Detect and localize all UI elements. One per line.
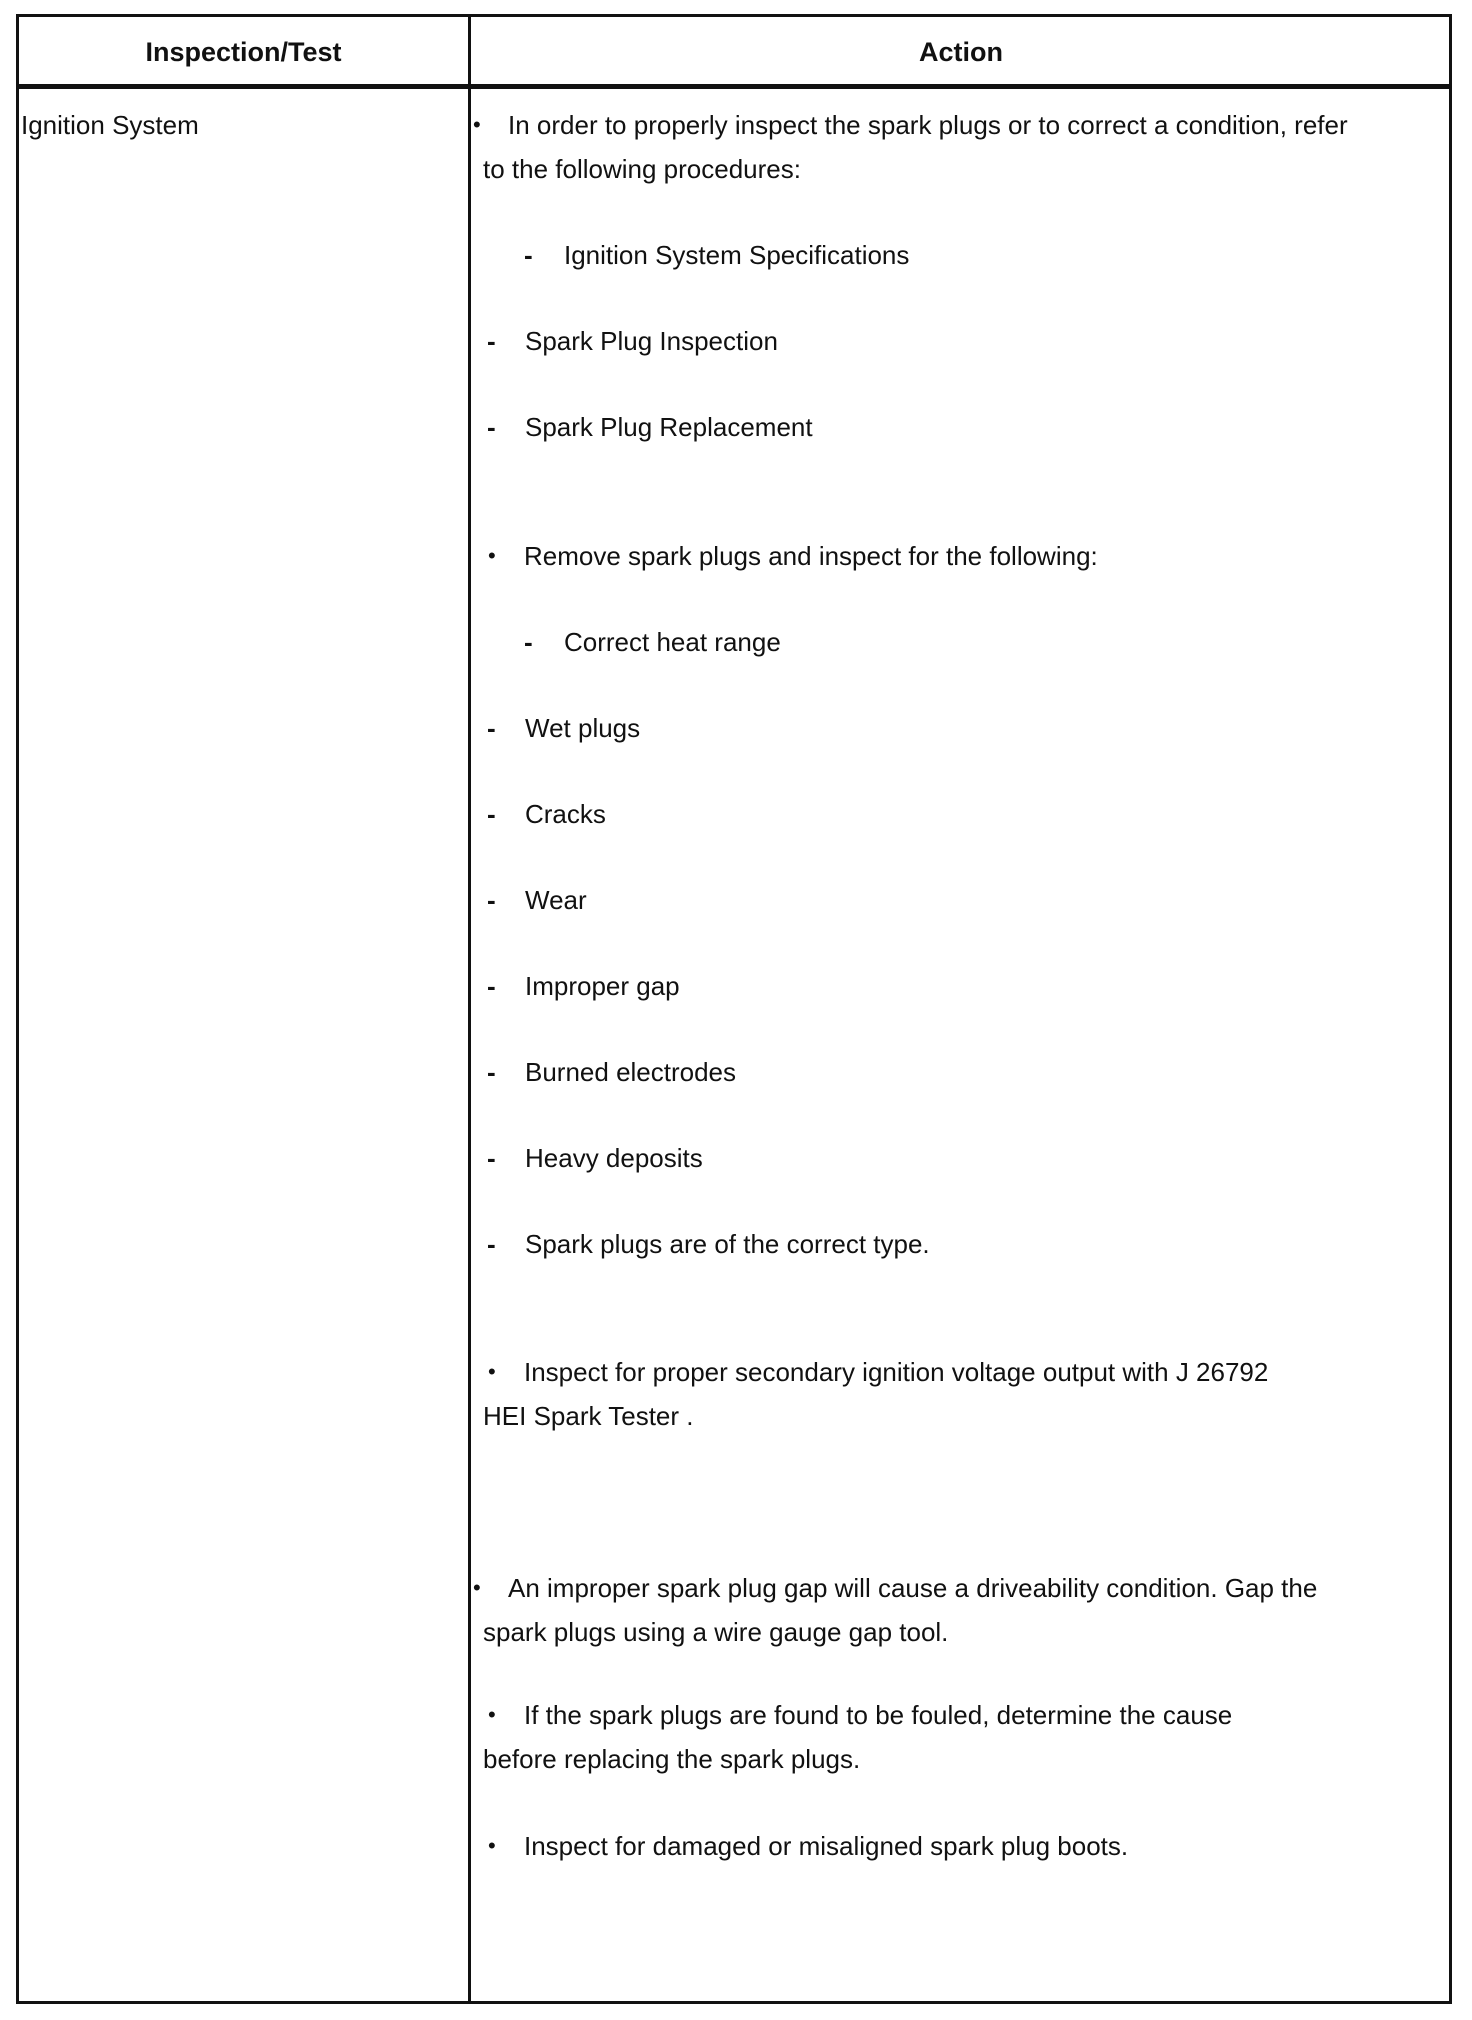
header-rule: [19, 84, 1449, 89]
action-text: In order to properly inspect the spark plugs or to correct a condition, refer: [508, 110, 1348, 140]
procedure-item: Spark Plug Replacement: [525, 412, 813, 442]
header-inspection-test: Inspection/Test: [145, 37, 342, 67]
dash-icon: -: [487, 1143, 496, 1173]
inspect-item: Improper gap: [525, 971, 680, 1001]
bullet-icon: •: [488, 1359, 496, 1384]
action-text: to the following procedures:: [483, 154, 801, 184]
column-divider: [468, 17, 471, 2001]
inspect-item: Wear: [525, 885, 587, 915]
bullet-icon: •: [473, 1575, 481, 1600]
bullet-icon: •: [488, 1702, 496, 1727]
action-text: Remove spark plugs and inspect for the following:: [524, 541, 1098, 571]
inspect-item: Cracks: [525, 799, 606, 829]
dash-icon: -: [487, 1057, 496, 1087]
inspect-item: Wet plugs: [525, 713, 641, 743]
bullet-icon: •: [488, 543, 496, 568]
bullet-icon: •: [488, 1833, 496, 1858]
dash-icon: -: [487, 885, 496, 915]
dash-icon: -: [487, 326, 496, 356]
dash-icon: -: [524, 240, 533, 270]
action-text: An improper spark plug gap will cause a driveability condition. Gap the: [508, 1573, 1318, 1603]
inspect-item: Correct heat range: [564, 627, 781, 657]
header-action: Action: [919, 37, 1003, 67]
action-text: If the spark plugs are found to be fouled, determine the cause: [524, 1700, 1233, 1730]
row-label-ignition-system: Ignition System: [21, 110, 199, 140]
dash-icon: -: [487, 971, 496, 1001]
action-text: HEI Spark Tester .: [483, 1401, 694, 1431]
dash-icon: -: [487, 713, 496, 743]
procedure-item: Ignition System Specifications: [564, 240, 910, 270]
inspection-table: [16, 14, 1452, 2004]
dash-icon: -: [487, 1229, 496, 1259]
action-text: Inspect for damaged or misaligned spark plug boots.: [524, 1831, 1129, 1861]
dash-icon: -: [524, 627, 533, 657]
dash-icon: -: [487, 799, 496, 829]
inspect-item: Spark plugs are of the correct type.: [525, 1229, 930, 1259]
action-text: Inspect for proper secondary ignition voltage output with J 26792: [524, 1357, 1269, 1387]
procedure-item: Spark Plug Inspection: [525, 326, 778, 356]
inspect-item: Heavy deposits: [525, 1143, 703, 1173]
inspect-item: Burned electrodes: [525, 1057, 737, 1087]
bullet-icon: •: [473, 112, 481, 137]
action-text: spark plugs using a wire gauge gap tool.: [483, 1617, 949, 1647]
action-text: before replacing the spark plugs.: [483, 1744, 861, 1774]
dash-icon: -: [487, 412, 496, 442]
